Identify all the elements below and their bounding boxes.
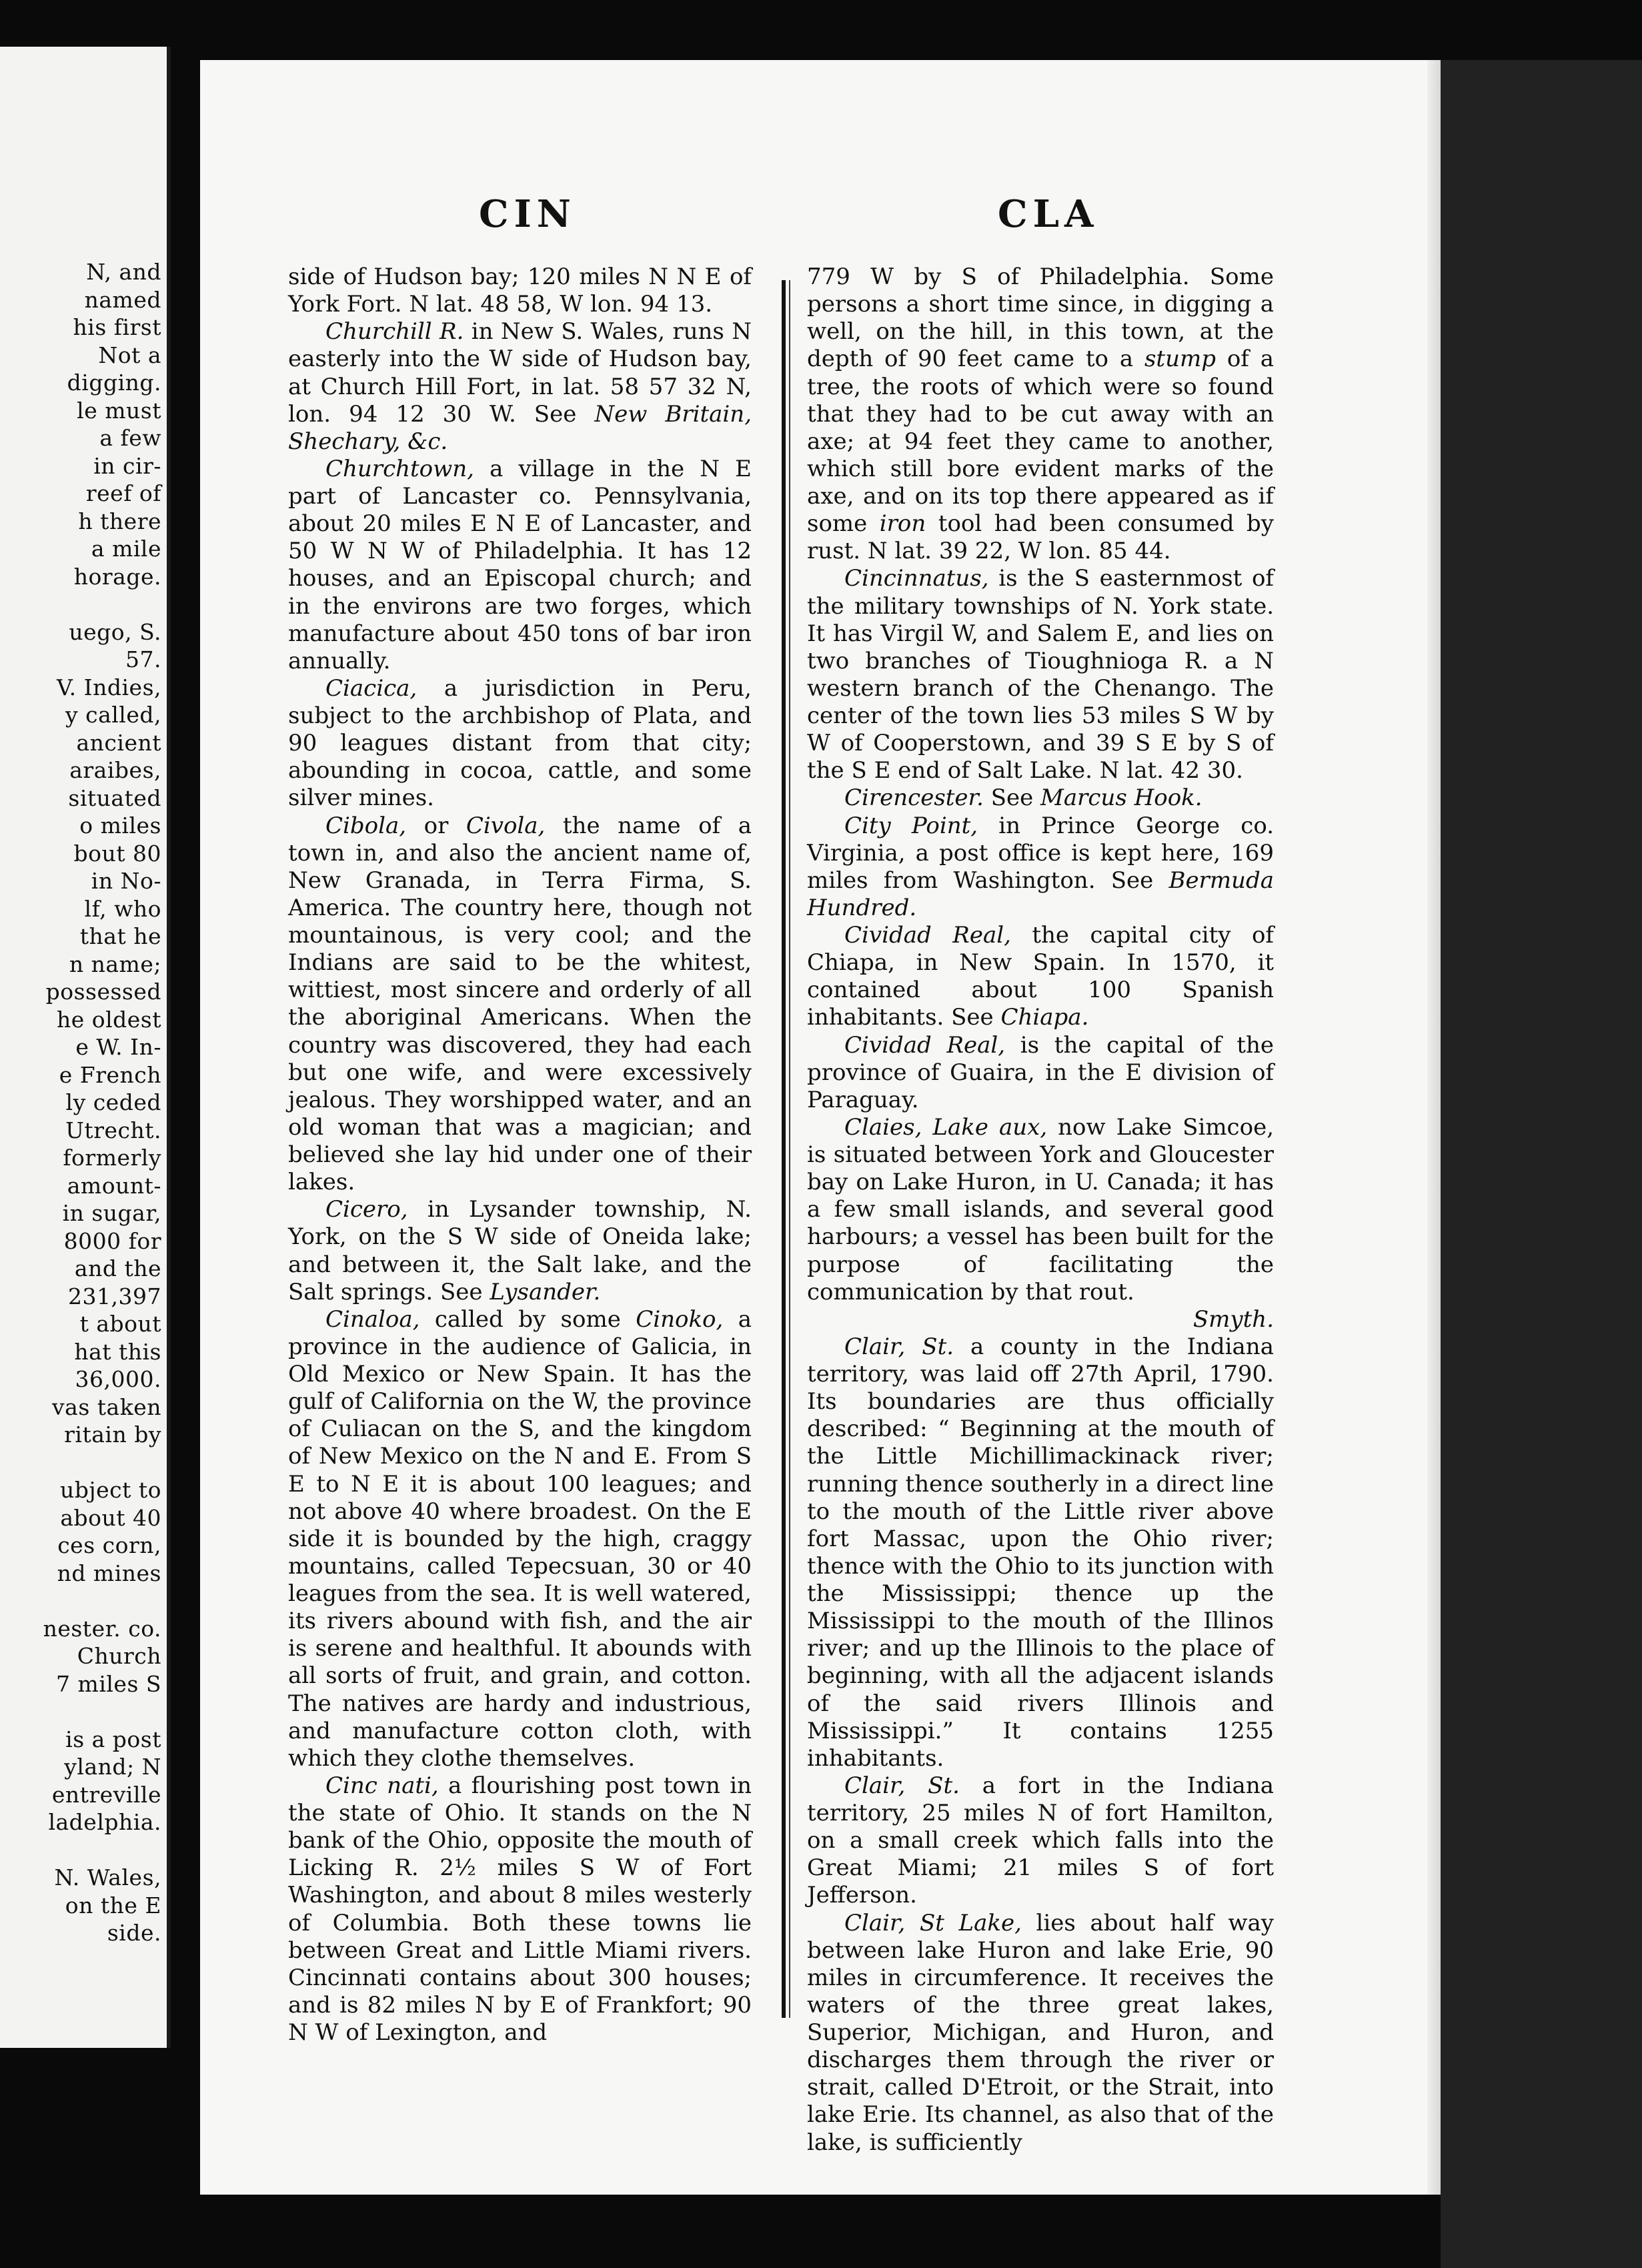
- facing-page-line: Not a: [98, 342, 161, 368]
- running-head-right: CLA: [998, 192, 1099, 236]
- facing-page-line: vas taken: [52, 1393, 161, 1420]
- facing-page-line: o miles: [79, 812, 161, 838]
- facing-page-line: V. Indies,: [57, 674, 161, 700]
- facing-page-line: N. Wales,: [54, 1864, 161, 1890]
- facing-page-line: yland; N: [64, 1754, 161, 1780]
- facing-page-line: possessed: [45, 979, 161, 1005]
- entry-ciacica: Ciacica, a jurisdiction in Peru, subject to the archbishop of Plata, and 90 leagues distant from that city; abounding in cocoa, cattle, and some silver mines.: [288, 674, 752, 812]
- entry-churchill: Churchill R. in New S. Wales, runs N easterly into the W side of Hudson bay, at Church Hill Fort, in lat. 58 57 32 N, lon. 94 12 30 W. See New Britain, Shechary, &c.: [288, 318, 752, 455]
- facing-page-line: ancient: [76, 729, 161, 756]
- facing-page-line: h there: [78, 508, 161, 534]
- facing-page-line: e French: [59, 1061, 161, 1088]
- facing-page-line: entreville: [51, 1781, 161, 1808]
- facing-page-line: e W. In-: [75, 1034, 161, 1060]
- entry-cicero: Cicero, in Lysander township, N. York, on the S W side of Oneida lake; and between it, the Salt lake, and the Salt springs. See Lysander.: [288, 1196, 752, 1305]
- column-rule: [782, 280, 786, 2018]
- entry-churchtown: Churchtown, a village in the N E part of Lancaster co. Pennsylvania, about 20 miles E N E of Lancaster, and 50 W N W of Philadelphia. It has 12 houses, and an Episcopal church; and in the environs are two forges, which manufacture about 450 tons of bar iron annually.: [288, 455, 752, 674]
- facing-page-line: Church: [77, 1643, 161, 1669]
- facing-page-line: araibes,: [69, 757, 161, 783]
- column-rule-thin: [789, 280, 790, 2018]
- facing-page-line: nd mines: [57, 1560, 161, 1586]
- facing-page-line: that he: [79, 923, 161, 949]
- running-head-left: CIN: [479, 192, 576, 236]
- facing-page-line: nester. co.: [43, 1615, 161, 1642]
- facing-page-line: ritain by: [64, 1422, 161, 1448]
- entry-continued: side of Hudson bay; 120 miles N N E of York Fort. N lat. 48 58, W lon. 94 13.: [288, 263, 752, 318]
- facing-page-line: he oldest: [56, 1006, 161, 1033]
- facing-page-line: digging.: [67, 370, 161, 396]
- entry-cincinnati: Cinc nati, a flourishing post town in the state of Ohio. It stands on the N bank of the Ohio, opposite the mouth of Licking R. 2½ miles S W of Fort Washington, and about 8 miles westerly of Columbia. Both these towns lie between Great and Little Miami rivers. Cincinnati contains about 300 houses; and is 82 miles N by E of Frankfort; 90 N W of Lexington, and: [288, 1772, 752, 2046]
- facing-page-line: Utrecht.: [65, 1117, 161, 1143]
- entry-cividad-real-chiapa: Cividad Real, the capital city of Chiapa, in New Spain. In 1570, it contained about 100 Spanish inhabitants. See Chiapa.: [807, 922, 1274, 1031]
- entry-clair-st-fort: Clair, St. a fort in the Indiana territory, 25 miles N of fort Hamilton, on a small creek which falls into the Great Miami; 21 miles S of fort Jefferson.: [807, 1772, 1274, 1909]
- facing-page-line: ces corn,: [57, 1532, 161, 1558]
- facing-page-line: hat this: [74, 1338, 161, 1365]
- facing-page-line: 7 miles S: [56, 1670, 161, 1697]
- facing-page-line: uego, S.: [69, 618, 161, 645]
- facing-page-line: and the: [74, 1255, 161, 1281]
- entry-cibola: Cibola, or Civola, the name of a town in, and also the ancient name of, New Granada, in Terra Firma, S. America. The country here, though not mountainous, is very cool; and the Indians are said to be the whitest, wittiest, most sincere and orderly of all the aboriginal Americans. When the country was discovered, they had each but one wife, and were excessively jealous. They worshipped water, and an old woman that was a magician; and believed she lay hid under one of their lakes.: [288, 812, 752, 1196]
- entry-cividad-real-guaira: Cividad Real, is the capital of the province of Guaira, in the E division of Paraguay.: [807, 1031, 1274, 1113]
- entry-clair-st-county: Clair, St. a county in the Indiana territory, was laid off 27th April, 1790. Its boundaries are thus officially described: “ Beginning at the mouth of the Little Michillimackinack river; running thence southerly in a direct line to the mouth of the Little river above fort Massac, upon the Ohio river; thence with the Ohio to its junction with the Mississippi; thence up the Mississippi to the mouth of the Illinos river; and up the Illinois to the place of beginning, with all the adjacent islands of the said rivers Illinois and Mississippi.” It contains 1255 inhabitants.: [807, 1333, 1274, 1772]
- facing-page-line: about 40: [60, 1504, 161, 1531]
- facing-page-line: formerly: [63, 1145, 161, 1171]
- entry-claies-lake-aux: Claies, Lake aux, now Lake Simcoe, is situated between York and Gloucester bay on Lake Huron, in U. Canada; it has a few small islands, and several good harbours; a vessel has been built for the purpose of facilitating the communication by that rout.: [807, 1113, 1274, 1305]
- book-edge: [1441, 60, 1642, 2268]
- facing-page-line: ubject to: [59, 1477, 161, 1503]
- facing-page-line: in sugar,: [62, 1200, 161, 1226]
- facing-page-line: a mile: [91, 536, 161, 562]
- facing-page-line: horage.: [73, 563, 161, 590]
- facing-page-line: his first: [73, 314, 161, 340]
- facing-page-line: side.: [107, 1920, 161, 1946]
- facing-page-line: is a post: [65, 1726, 161, 1752]
- entry-cincinnatus: Cincinnatus, is the S easternmost of the military townships of N. York state. It has Virgil W, and Salem E, and lies on two branches of Tioughnioga R. a N western branch of the Chenango. The center of the town lies 53 miles S W by W of Cooperstown, and 39 S E by S of the S E end of Salt Lake. N lat. 42 30.: [807, 565, 1274, 784]
- facing-page-line: y called,: [65, 702, 161, 728]
- facing-page-line: n name;: [69, 951, 161, 977]
- facing-page-line: situated: [68, 784, 161, 811]
- facing-page-line: bout 80: [73, 840, 161, 867]
- facing-page-line: lf, who: [84, 895, 161, 922]
- facing-page-line: N, and: [86, 259, 161, 285]
- facing-page-line: 231,397: [68, 1283, 161, 1309]
- entry-city-point: City Point, in Prince George co. Virginia, a post office is kept here, 169 miles from Washington. See Bermuda Hundred.: [807, 812, 1274, 921]
- entry-cinaloa: Cinaloa, called by some Cinoko, a province in the audience of Galicia, in Old Mexico or New Spain. It has the gulf of California on the W, the province of Culiacan on the S, and the kingdom of New Mexico on the N and E. From S E to N E it is about 100 leagues; and not above 40 where broadest. On the E side it is bounded by the high, craggy mountains, called Tepecsuan, 30 or 40 leagues from the sea. It is well watered, its rivers abound with fish, and the air is serene and healthful. It abounds with all sorts of fruit, and grain, and cotton. The natives are hardy and industrious, and manufacture cotton cloth, with which they clothe themselves.: [288, 1305, 752, 1772]
- facing-page-line: 36,000.: [75, 1366, 161, 1392]
- facing-page-fragment: [0, 47, 171, 2048]
- facing-page-line: a few: [99, 425, 161, 451]
- entry-continued: 779 W by S of Philadelphia. Some persons a short time since, in digging a well, on the hill, in this town, at the depth of 90 feet came to a stump of a tree, the roots of which were so found that they had to be cut away with an axe; at 94 feet they came to another, which still bore evident marks of the axe, and on its top there appeared as if some iron tool had been consumed by rust. N lat. 39 22, W lon. 85 44.: [807, 263, 1274, 565]
- column-right: [807, 263, 1274, 2157]
- facing-page-line: named: [84, 286, 161, 313]
- entry-cirencester: Cirencester. See Marcus Hook.: [844, 784, 1202, 812]
- facing-page-line: ly ceded: [65, 1089, 161, 1115]
- facing-page-line: ladelphia.: [48, 1809, 161, 1835]
- facing-page-line: reef of: [85, 480, 161, 506]
- facing-page-line: in cir-: [93, 452, 161, 479]
- facing-page-line: le must: [77, 397, 161, 424]
- entry-clair-st-lake: Clair, St Lake, lies about half way between lake Huron and lake Erie, 90 miles in circumference. It receives the waters of the three great lakes, Superior, Michigan, and Huron, and discharges them through the river or strait, called D'Etroit, or the Strait, into lake Erie. Its channel, as also that of the lake, is sufficiently: [807, 1909, 1274, 2156]
- column-left: [288, 263, 752, 2047]
- source-attribution: Smyth.: [1192, 1305, 1274, 1333]
- facing-page-line: t about: [79, 1311, 161, 1337]
- facing-page-line: 8000 for: [63, 1227, 161, 1254]
- facing-page-line: 57.: [125, 646, 161, 672]
- facing-page-line: on the E: [65, 1892, 161, 1918]
- facing-page-line: amount-: [67, 1172, 161, 1199]
- facing-page-line: in No-: [91, 868, 161, 894]
